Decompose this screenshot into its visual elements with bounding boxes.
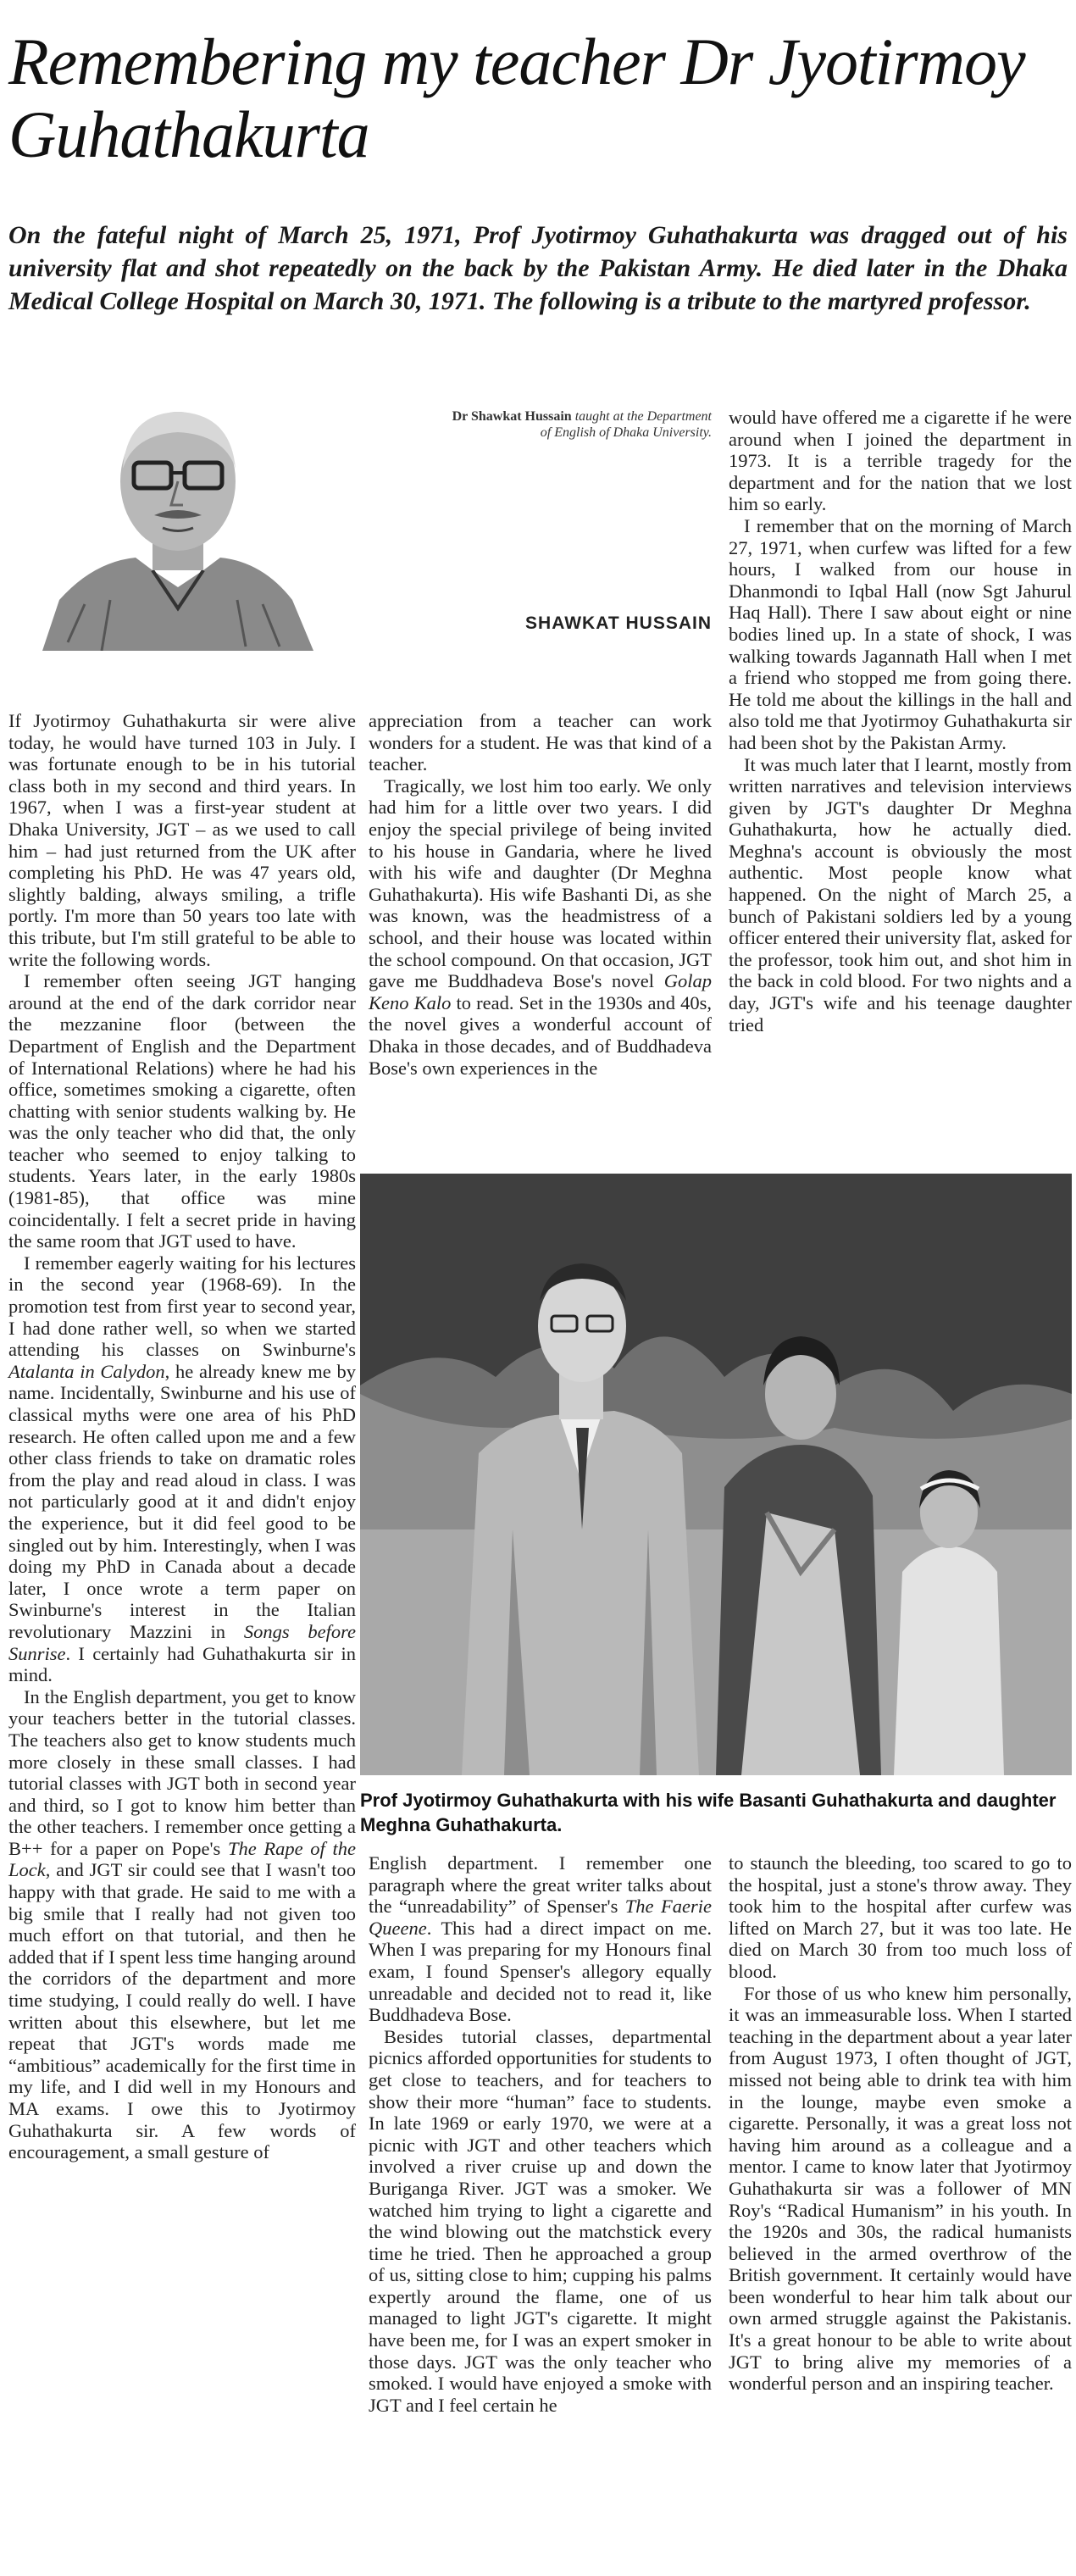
paragraph: I remember often seeing JGT hanging around at the end of the dark corridor near the mezzanine floor (between the Department of English and the Department of International Relations) where he had his office, sometimes smoking a cigarette, often chatting with senior students walking by. He was the only teacher who did that, the only teacher who seemed to enjoy talking to students. Years later, in the early 1980s (1981-85), that office was mine coincidentally. I felt a secret pride in having the same room that JGT used to have. [8, 970, 356, 1252]
author-bio [441, 408, 712, 441]
author-portrait [8, 388, 347, 651]
paragraph: to staunch the bleeding, too scared to go to the hospital, just a stone's throw away. They took him to the hospital after curfew was lifted on March 27, but it was too late. He died on March 30 from too much loss of blood. [729, 1852, 1072, 1982]
paragraph: would have offered me a cigarette if he were around when I joined the department in 1973. It is a terrible tragedy for the department and for the nation that we lost him so early. [729, 407, 1072, 515]
paragraph: Besides tutorial classes, departmental picnics afforded opportunities for students to get close to teachers, and for teachers to show their more “human” face to students. In late 1969 or early 1970, we were at a picnic with JGT and other teachers which involved a river cruise up and down the Buriganga River. JGT was a smoker. We watched him trying to light a cigarette and the wind blowing out the matchstick every time he tried. Then he approached a group of us, sitting close to him; cupping his palms expertly around the flame, one of us managed to light JGT's cigarette. It might have been me, for I was an expert smoker in those days. JGT was the only teacher who smoked. I would have enjoyed a smoke with JGT and I feel certain he [369, 2025, 712, 2416]
author-bio-text: taught at the Department of English of Dhaka University. [540, 409, 712, 440]
standfirst: On the fateful night of March 25, 1971, Prof Jyotirmoy Guhathakurta was dragged out of his university flat and shot repeatedly on the back by the Pakistan Army. He died later in the Dhaka Medical College Hospital on March 30, 1971. The following is a tribute to the martyred professor. [8, 221, 1068, 315]
photo-caption: Prof Jyotirmoy Guhathakurta with his wife Basanti Guhathakurta and daughter Meghna Guhathakurta. [360, 1790, 1057, 1835]
family-photo [360, 1174, 1072, 1775]
paragraph: For those of us who knew him personally, it was an immeasurable loss. When I started teaching in the department about a year later from August 1973, I often thought of JGT, missed not being able to drink tea with him in the lounge, maybe even smoke a cigarette. Personally, it was a great loss not having him around as a colleague and a mentor. I came to know later that Jyotirmoy Guhathakurta sir was a follower of MN Roy's “Radical Humanism” in his youth. In the 1920s and 30s, the radical humanists believed in the armed overthrow of the British government. It certainly would have been wonderful to hear him talk about our own armed struggle against the Pakistanis. It's a great honour to be able to write about JGT to bring alive my memories of a wonderful person and an inspiring teacher. [729, 1982, 1072, 2395]
paragraph: It was much later that I learnt, mostly from written narratives and television interviews given by JGT's daughter Dr Meghna Guhathakurta, how he actually died. Meghna's account is obviously the most authentic. Most people know what happened. On the night of March 25, a bunch of Pakistani soldiers led by a young officer entered their university flat, asked for the professor, took him out, and shot him in the back in cold blood. For two nights and a day, JGT's wife and his teenage daughter tried [729, 753, 1072, 1035]
paragraph: appreciation from a teacher can work wonders for a student. He was that kind of a teacher. [369, 710, 712, 775]
byline: SHAWKAT HUSSAIN [525, 613, 712, 633]
article-column-3-top [729, 407, 1072, 1035]
paragraph: English department. I remember one paragraph where the great writer talks about the “unreadability” of Spenser's The Faerie Queene. This had a direct impact on me. When I was preparing for my Honours final exam, I found Spenser's allegory equally unreadable and decided not to read it, like Buddhadeva Bose. [369, 1852, 712, 2026]
article-column-3-bottom [729, 1852, 1072, 2395]
paragraph: Tragically, we lost him too early. We only had him for a little over two years. I did enjoy the special privilege of being invited to his house in Gandaria, where he lived with his wife and daughter (Dr Meghna Guhathakurta). His wife Bashanti Di, as she was known, was the headmistress of a school, and their house was located within the school compound. On that occasion, JGT gave me Buddhadeva Bose's novel Golap Keno Kalo to read. Set in the 1930s and 40s, the novel gives a wonderful account of Dhaka in those decades, and of Buddhadeva Bose's own experiences in the [369, 774, 712, 1079]
article-column-1 [8, 710, 356, 2163]
paragraph: In the English department, you get to know your teachers better in the tutorial classes. The teachers also get to know students much more closely in these small classes. I had tutorial classes with JGT both in second year and third, so I got to know him better than the other teachers. I remember once getting a B++ for a paper on Pope's The Rape of the Lock, and JGT sir could see that I wasn't too happy with that grade. He said to me with a big smile that I really had not given too much effort on that tutorial, and then he added that if I spent less time hanging around the corridors of the department and more time studying, I could really do well. I have written about this elsewhere, but let me repeat that JGT's words made me “ambitious” academically for the first time in my life, and I did well in my Honours and MA exams. I owe this to Jyotirmoy Guhathakurta sir. A few words of encouragement, a small gesture of [8, 1685, 356, 2163]
article-column-2-bottom [369, 1852, 712, 2416]
paragraph: If Jyotirmoy Guhathakurta sir were alive today, he would have turned 103 in July. I was fortunate enough to be in his tutorial class both in my second and third years. In 1967, when I was a first-year student at Dhaka University, JGT – as we used to call him – had just returned from the UK after completing his PhD. He was 47 years old, slightly balding, always smiling, a trifle portly. I'm more than 50 years too late with this tribute, but I'm still grateful to be able to write the following words. [8, 710, 356, 970]
headline: Remembering my teacher Dr Jyotirmoy Guhathakurta [8, 25, 1025, 171]
author-bio-name: Dr Shawkat Hussain [452, 409, 572, 424]
article-column-2-top [369, 710, 712, 1079]
paragraph: I remember that on the morning of March 27, 1971, when curfew was lifted for a few hours, I walked from our house in Dhanmondi to Iqbal Hall (now Sgt Jahurul Haq Hall). There I saw about eight or nine bodies lined up. In a state of shock, I was walking towards Jagannath Hall when I met a friend who stopped me from going there. He told me about the killings in the hall and also told me that Jyotirmoy Guhathakurta sir had been shot by the Pakistan Army. [729, 514, 1072, 753]
paragraph: I remember eagerly waiting for his lectures in the second year (1968-69). In the promotion test from first year to second year, I had done rather well, so when we started attending his classes on Swinburne's Atalanta in Calydon, he already knew me by name. Incidentally, Swinburne and his use of classical myths were one area of his PhD research. He often called upon me and a few other class friends to take on dramatic roles from the play and read aloud in class. I was not particularly good at it and didn't enjoy the experience, but it did feel good to be singled out by him. Interestingly, when I was doing my PhD in Canada about a decade later, I once wrote a term paper on Swinburne's interest in the Italian revolutionary Mazzini in Songs before Sunrise. I certainly had Guhathakurta sir in mind. [8, 1252, 357, 1686]
